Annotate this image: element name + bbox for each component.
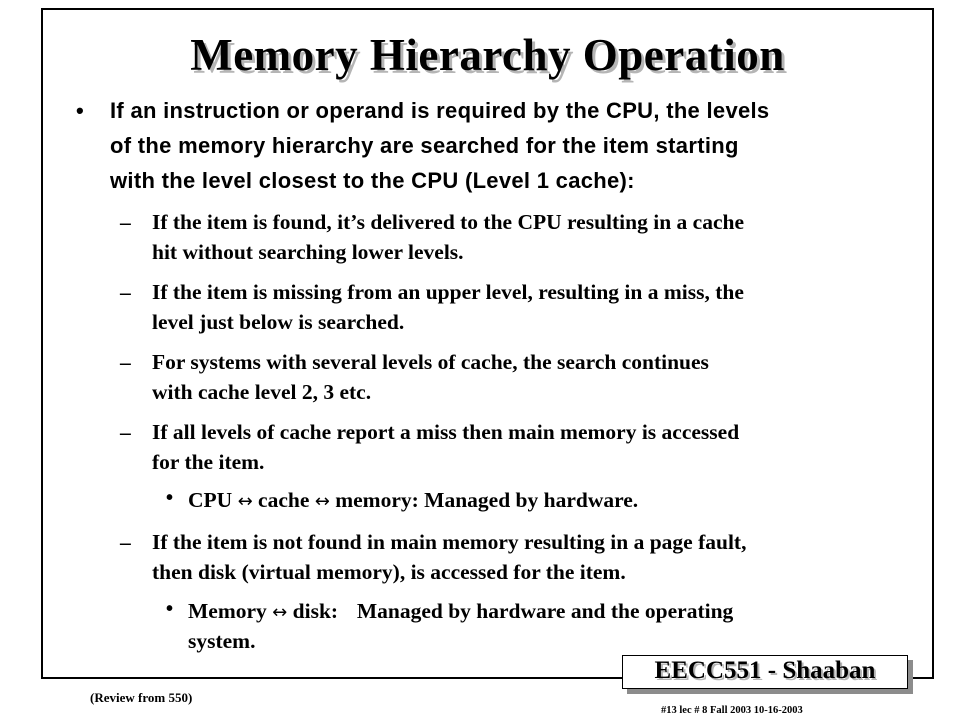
- cache-label: cache: [258, 488, 310, 512]
- slide-footer: #13 lec # 8 Fall 2003 10-16-2003: [661, 705, 803, 716]
- disk-label: disk:: [292, 599, 339, 623]
- dash-marker: –: [120, 420, 131, 444]
- bullet-marker: •: [166, 487, 174, 509]
- sub-point-2-line-2: level just below is searched.: [152, 310, 405, 334]
- cpu-label: CPU: [188, 488, 233, 512]
- dash-marker: –: [120, 210, 131, 234]
- hardware-managed-detail: [188, 488, 638, 513]
- sub-point-4-line-2: for the item.: [152, 450, 265, 474]
- main-point-line-2: of the memory hierarchy are searched for the item starting: [110, 133, 739, 158]
- sub-point-3-line-2: with cache level 2, 3 etc.: [152, 380, 372, 404]
- sub-point-5-line-2: then disk (virtual memory), is accessed for the item.: [152, 560, 626, 584]
- bidirectional-arrow-icon: ↔: [237, 491, 253, 512]
- bidirectional-arrow-icon: ↔: [272, 602, 288, 623]
- main-point-line-1: If an instruction or operand is required by the CPU, the levels: [110, 98, 770, 123]
- bullet-marker: •: [166, 598, 174, 620]
- os-managed-detail: [188, 599, 733, 624]
- memory-label: Memory: [188, 599, 267, 623]
- main-point-line-3: with the level closest to the CPU (Level 1 cache):: [110, 168, 635, 193]
- sub-point-4-line-1: If all levels of cache report a miss then main memory is accessed: [152, 420, 740, 444]
- slide-title: Memory Hierarchy Operation: [190, 30, 785, 80]
- sub-point-2-line-1: If the item is missing from an upper level, resulting in a miss, the: [152, 280, 744, 304]
- sub-point-1-line-1: If the item is found, it’s delivered to the CPU resulting in a cache: [152, 210, 745, 234]
- sub-point-3-line-1: For systems with several levels of cache, the search continues: [152, 350, 709, 374]
- dash-marker: –: [120, 530, 131, 554]
- sub-point-5-line-1: If the item is not found in main memory resulting in a page fault,: [152, 530, 747, 554]
- dash-marker: –: [120, 350, 131, 374]
- course-badge: [622, 655, 908, 689]
- dash-marker: –: [120, 280, 131, 304]
- bullet-marker: •: [76, 98, 84, 123]
- memory-label: memory:: [335, 488, 419, 512]
- os-managed-detail-line-2: system.: [188, 629, 256, 653]
- managed-by-hardware-text: Managed by hardware.: [424, 488, 639, 512]
- bidirectional-arrow-icon: ↔: [314, 491, 330, 512]
- review-note: (Review from 550): [90, 690, 193, 705]
- managed-by-hardware-os-text: Managed by hardware and the operating: [356, 599, 734, 623]
- course-badge-label: EECC551 - Shaaban: [654, 657, 876, 684]
- sub-point-1-line-2: hit without searching lower levels.: [152, 240, 464, 264]
